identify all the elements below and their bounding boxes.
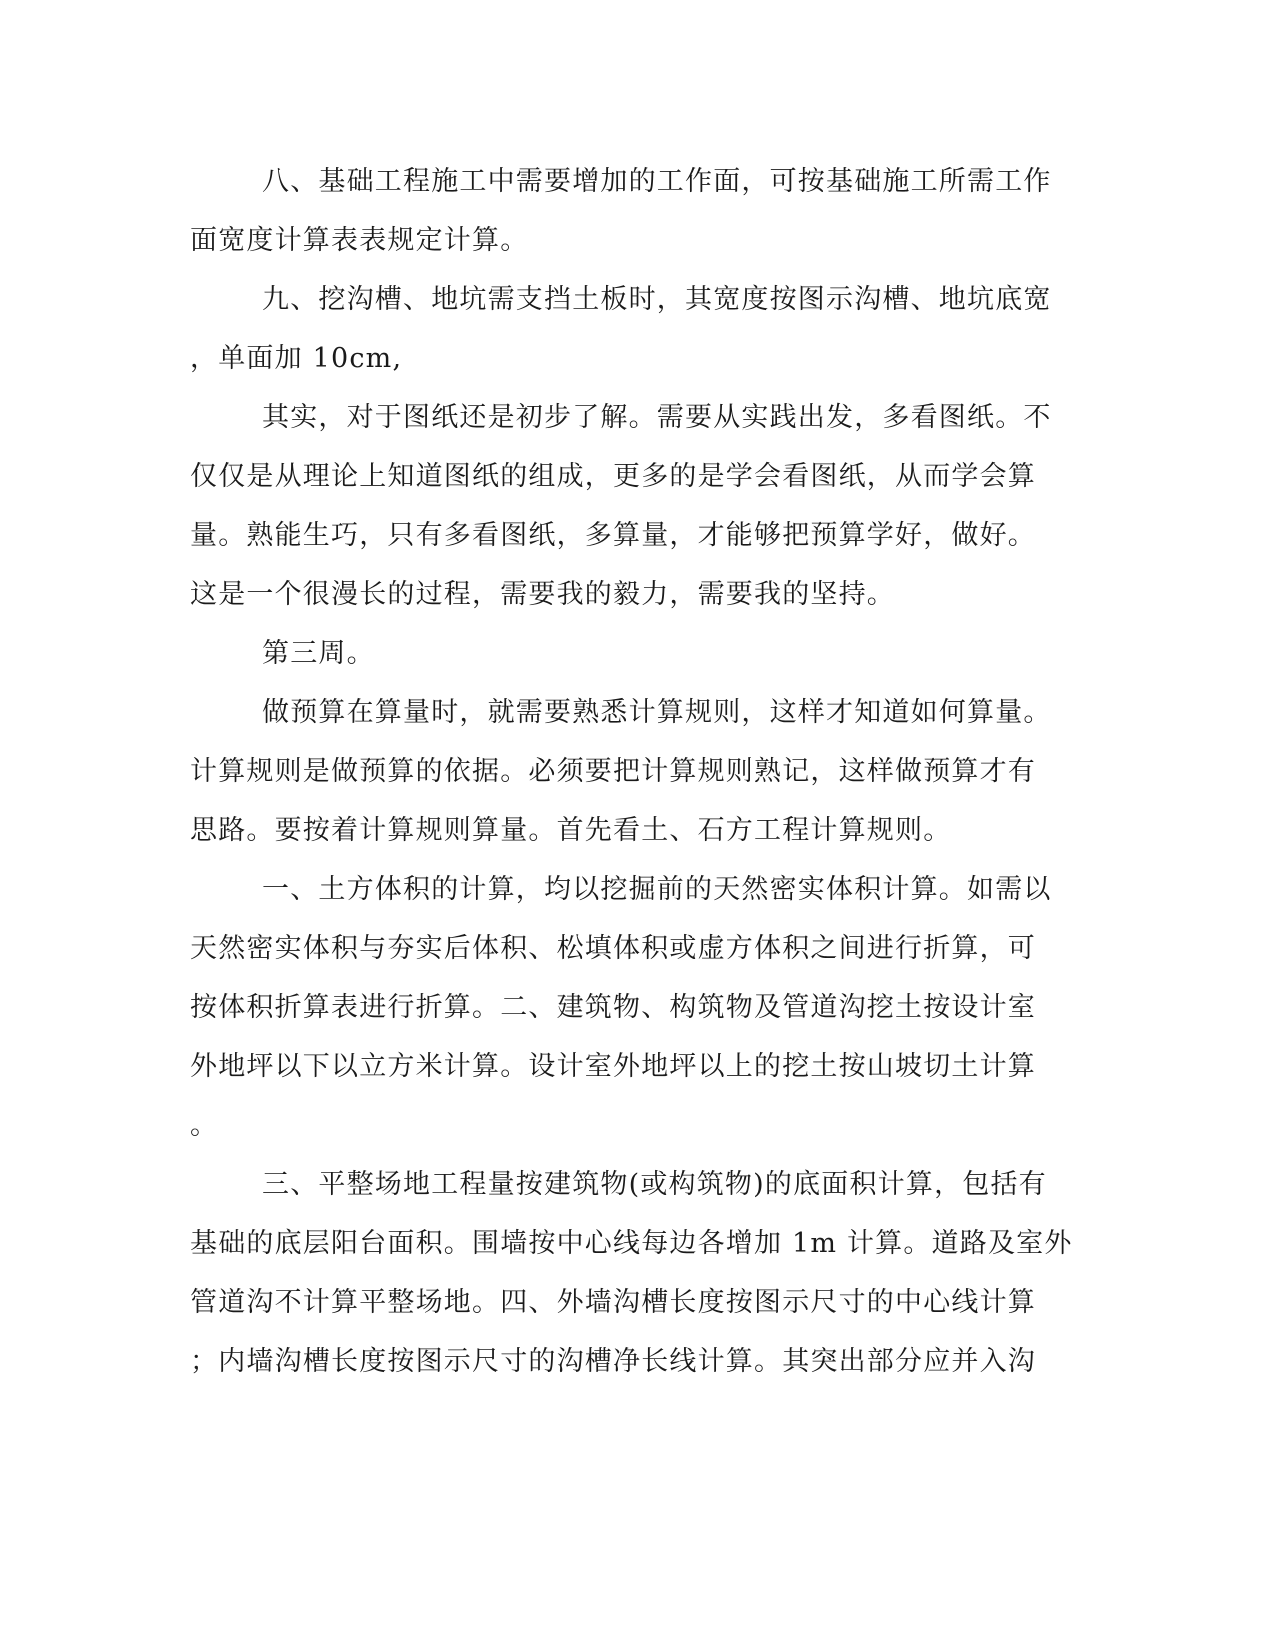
paragraph-line: 做预算在算量时，就需要熟悉计算规则，这样才知道如何算量。 — [262, 697, 1052, 728]
paragraph-line: ，单面加 10cm, — [190, 343, 403, 374]
paragraph-line: 面宽度计算表表规定计算。 — [190, 225, 529, 256]
paragraph-line: 量。熟能生巧，只有多看图纸，多算量，才能够把预算学好，做好。 — [190, 520, 1036, 551]
paragraph-line: 。 — [190, 1110, 219, 1141]
paragraph-line: 计算规则是做预算的依据。必须要把计算规则熟记，这样做预算才有 — [190, 756, 1036, 787]
paragraph-line: 按体积折算表进行折算。二、建筑物、构筑物及管道沟挖土按设计室 — [190, 992, 1036, 1023]
paragraph-line: 思路。要按着计算规则算量。首先看土、石方工程计算规则。 — [190, 815, 952, 846]
section-heading: 第三周。 — [262, 638, 375, 669]
paragraph-line: 外地坪以下以立方米计算。设计室外地坪以上的挖土按山坡切土计算 — [190, 1051, 1036, 1082]
paragraph-line: 三、平整场地工程量按建筑物(或构筑物)的底面积计算，包括有 — [262, 1169, 1047, 1200]
paragraph-line: 八、基础工程施工中需要增加的工作面，可按基础施工所需工作 — [262, 166, 1052, 197]
paragraph-line: 基础的底层阳台面积。围墙按中心线每边各增加 1m 计算。道路及室外 — [190, 1228, 1073, 1259]
paragraph-line: 这是一个很漫长的过程，需要我的毅力，需要我的坚持。 — [190, 579, 895, 610]
paragraph-line: 天然密实体积与夯实后体积、松填体积或虚方体积之间进行折算，可 — [190, 933, 1036, 964]
paragraph-line: 其实，对于图纸还是初步了解。需要从实践出发，多看图纸。不 — [262, 402, 1052, 433]
paragraph-line: ；内墙沟槽长度按图示尺寸的沟槽净长线计算。其突出部分应并入沟 — [190, 1346, 1036, 1377]
paragraph-line: 九、挖沟槽、地坑需支挡土板时，其宽度按图示沟槽、地坑底宽 — [262, 284, 1052, 315]
paragraph-line: 一、土方体积的计算，均以挖掘前的天然密实体积计算。如需以 — [262, 874, 1052, 905]
paragraph-line: 管道沟不计算平整场地。四、外墙沟槽长度按图示尺寸的中心线计算 — [190, 1287, 1036, 1318]
paragraph-line: 仅仅是从理论上知道图纸的组成，更多的是学会看图纸，从而学会算 — [190, 461, 1036, 492]
